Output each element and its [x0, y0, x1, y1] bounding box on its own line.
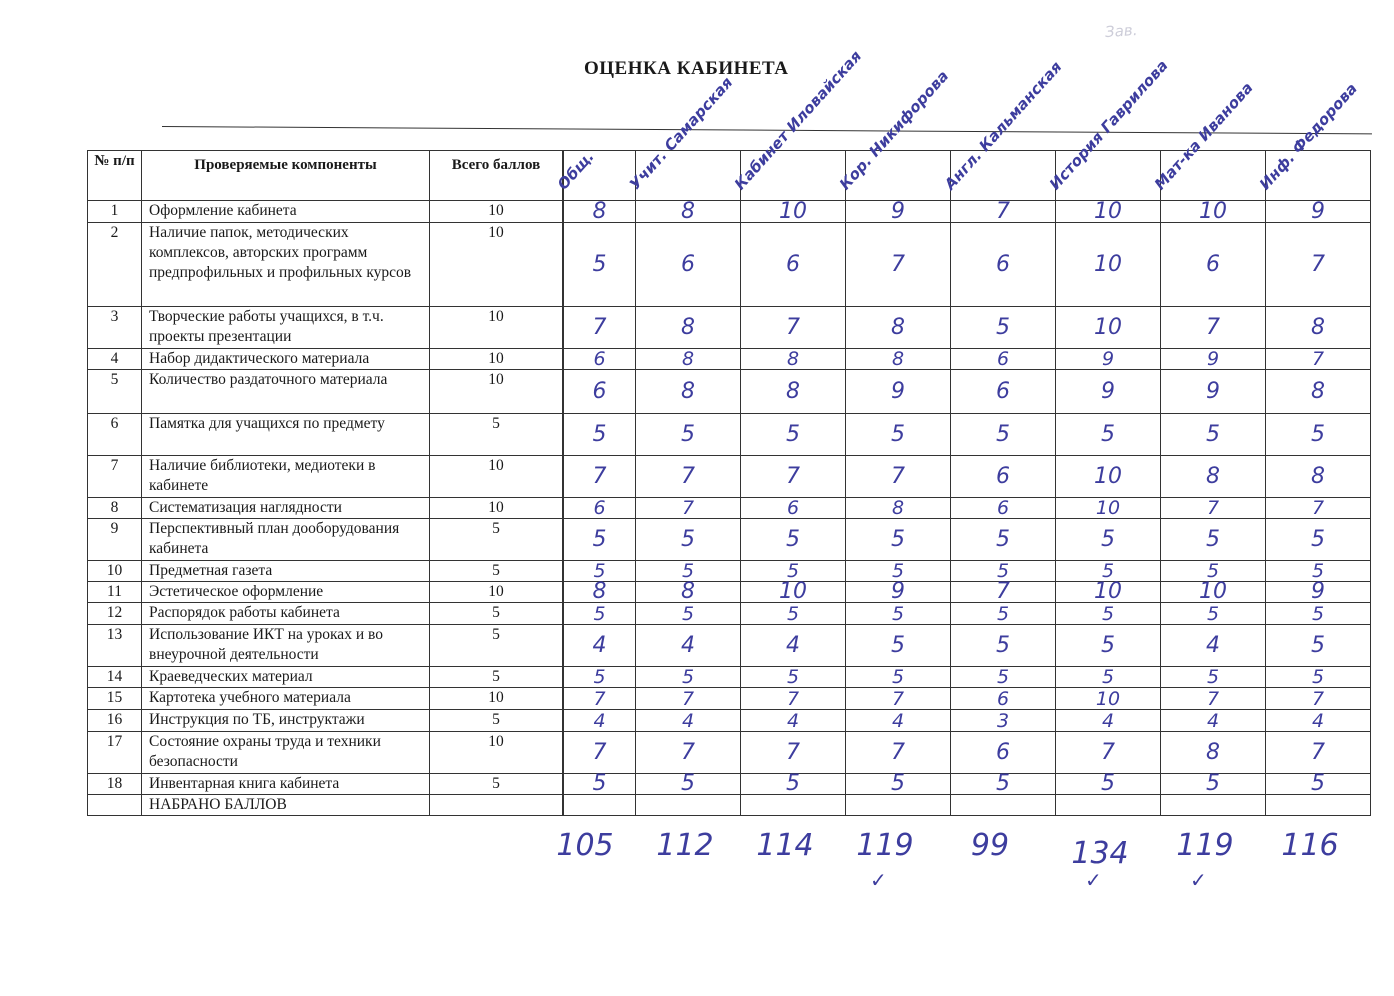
component-name: Набор дидактического материала: [142, 349, 430, 370]
row-number: 18: [88, 774, 142, 795]
handwritten-score: 5: [951, 561, 1056, 582]
table-row: [88, 667, 1371, 688]
handwritten-score: 5: [1266, 414, 1371, 456]
handwritten-score: 4: [564, 710, 636, 732]
table-row: [88, 603, 1371, 625]
handwritten-score: 10: [1161, 201, 1266, 223]
handwritten-score: 7: [1266, 349, 1371, 370]
handwritten-score: 8: [636, 582, 741, 603]
component-name: Краеведческих материал: [142, 667, 430, 688]
inspector-name: Учит. Самарская: [625, 73, 737, 194]
handwritten-score: 5: [564, 667, 636, 688]
handwritten-score: 4: [636, 625, 741, 667]
max-score: 5: [430, 414, 563, 456]
table-row: [88, 561, 1371, 582]
handwritten-score: 6: [951, 688, 1056, 710]
handwritten-score: 5: [1056, 603, 1161, 625]
handwritten-score: 4: [564, 625, 636, 667]
component-name: Оформление кабинета: [142, 201, 430, 223]
handwritten-score: 7: [741, 456, 846, 498]
max-score: 5: [430, 774, 563, 795]
row-number: 14: [88, 667, 142, 688]
summary-label: НАБРАНО БАЛЛОВ: [142, 795, 430, 816]
inspector-header: [730, 47, 866, 201]
handwritten-score: 5: [1266, 774, 1371, 795]
component-name: Количество раздаточного материала: [142, 370, 430, 414]
row-number: 11: [88, 582, 142, 603]
handwritten-score: 8: [1161, 732, 1266, 774]
handwritten-score: 8: [1266, 456, 1371, 498]
handwritten-score: 5: [846, 561, 951, 582]
max-score: 5: [430, 603, 563, 625]
handwritten-score: 5: [846, 603, 951, 625]
handwritten-score: 7: [741, 732, 846, 774]
handwritten-score: 6: [951, 223, 1056, 307]
table-row: [88, 456, 1371, 498]
handwritten-score: 4: [846, 710, 951, 732]
handwritten-score: 4: [636, 710, 741, 732]
handwritten-score: 5: [1161, 603, 1266, 625]
handwritten-score: 5: [951, 519, 1056, 561]
table-row: [88, 307, 1371, 349]
handwritten-score: 5: [1266, 561, 1371, 582]
component-name: Предметная газета: [142, 561, 430, 582]
total-score: 119: [856, 828, 914, 863]
handwritten-score: 9: [1266, 582, 1371, 603]
table-row: [88, 732, 1371, 774]
component-name: Использование ИКТ на уроках и во внеурочной деятельности: [142, 625, 430, 667]
header-component: Проверяемые компоненты: [142, 151, 430, 201]
handwritten-score: 7: [741, 307, 846, 349]
handwritten-score: 5: [951, 307, 1056, 349]
faint-stamp: Зав.: [1104, 20, 1139, 42]
handwritten-score: 8: [1266, 307, 1371, 349]
handwritten-score: 6: [1161, 223, 1266, 307]
page-title: ОЦЕНКА КАБИНЕТА: [584, 58, 789, 79]
summary-cell: [564, 795, 636, 816]
handwritten-score: 9: [846, 201, 951, 223]
handwritten-score: 8: [1266, 370, 1371, 414]
handwritten-score: 4: [1056, 710, 1161, 732]
handwritten-score: 8: [1161, 456, 1266, 498]
row-number: 4: [88, 349, 142, 370]
summary-cell: [1161, 795, 1266, 816]
component-name: Картотека учебного материала: [142, 688, 430, 710]
handwritten-score: 4: [741, 710, 846, 732]
handwritten-score: 7: [1266, 688, 1371, 710]
row-number: 13: [88, 625, 142, 667]
summary-empty-cell: [88, 795, 142, 816]
row-number: 3: [88, 307, 142, 349]
component-name: Наличие библиотеки, медиотеки в кабинете: [142, 456, 430, 498]
handwritten-score: 9: [1056, 349, 1161, 370]
row-number: 10: [88, 561, 142, 582]
handwritten-score: 7: [951, 582, 1056, 603]
handwritten-score: 5: [1266, 667, 1371, 688]
inspector-name: Англ. Кальманская: [940, 57, 1066, 194]
handwritten-score: 10: [741, 582, 846, 603]
summary-cell: [741, 795, 846, 816]
table-row: [88, 414, 1371, 456]
inspector-name: Кабинет Иловайская: [730, 47, 866, 194]
handwritten-score: 5: [1056, 774, 1161, 795]
inspectors-line: [162, 126, 1372, 134]
total-score: 119: [1176, 828, 1234, 863]
handwritten-score: 8: [636, 201, 741, 223]
handwritten-score: 5: [1161, 561, 1266, 582]
handwritten-score: 9: [846, 582, 951, 603]
total-score: 134: [1071, 836, 1129, 871]
handwritten-score: 8: [564, 582, 636, 603]
max-score: 10: [430, 201, 563, 223]
handwritten-score: 4: [1161, 710, 1266, 732]
component-name: Инвентарная книга кабинета: [142, 774, 430, 795]
component-name: Систематизация наглядности: [142, 498, 430, 519]
summary-cell: [1056, 795, 1161, 816]
handwritten-score: 5: [1266, 625, 1371, 667]
max-score: 10: [430, 498, 563, 519]
handwritten-score: 6: [564, 498, 636, 519]
handwritten-score: 5: [564, 519, 636, 561]
handwritten-score: 9: [1056, 370, 1161, 414]
handwritten-score: 7: [1266, 732, 1371, 774]
max-score: 10: [430, 370, 563, 414]
table-row: [88, 774, 1371, 795]
handwritten-score: 5: [636, 519, 741, 561]
max-score: 10: [430, 688, 563, 710]
handwritten-score: 7: [636, 732, 741, 774]
row-number: 9: [88, 519, 142, 561]
handwritten-score: 5: [564, 414, 636, 456]
handwritten-score: 10: [1056, 223, 1161, 307]
check-mark-icon: ✓: [1085, 868, 1102, 892]
total-score: 105: [556, 828, 614, 863]
table-row: [88, 688, 1371, 710]
handwritten-score: 5: [1161, 774, 1266, 795]
total-score: 99: [970, 828, 1010, 863]
handwritten-score: 8: [846, 307, 951, 349]
summary-cell: [636, 795, 741, 816]
table-row: [88, 582, 1371, 603]
table-row: [88, 223, 1371, 307]
table-row: [88, 498, 1371, 519]
handwritten-score: 7: [846, 223, 951, 307]
handwritten-score: 5: [636, 774, 741, 795]
component-name: Творческие работы учащихся, в т.ч. проекты презентации: [142, 307, 430, 349]
handwritten-score: 8: [846, 498, 951, 519]
row-number: 17: [88, 732, 142, 774]
handwritten-score: 5: [1056, 414, 1161, 456]
handwritten-score: 6: [636, 223, 741, 307]
handwritten-score: 7: [846, 688, 951, 710]
handwritten-score: 10: [1056, 582, 1161, 603]
handwritten-score: 9: [1161, 370, 1266, 414]
max-score: 10: [430, 732, 563, 774]
handwritten-score: 5: [846, 625, 951, 667]
component-name: Памятка для учащихся по предмету: [142, 414, 430, 456]
table-row: [88, 710, 1371, 732]
handwritten-score: 5: [741, 414, 846, 456]
table-row: [88, 625, 1371, 667]
table-row: [88, 201, 1371, 223]
handwritten-score: 10: [1056, 498, 1161, 519]
handwritten-score: 6: [951, 732, 1056, 774]
total-score: 114: [756, 828, 814, 863]
handwritten-score: 5: [564, 561, 636, 582]
max-score: 5: [430, 710, 563, 732]
max-score: 10: [430, 349, 563, 370]
handwritten-score: 9: [1266, 201, 1371, 223]
max-score: 10: [430, 223, 563, 307]
handwritten-score: 5: [1056, 625, 1161, 667]
summary-cell: [951, 795, 1056, 816]
handwritten-score: 4: [1266, 710, 1371, 732]
summary-cell: [846, 795, 951, 816]
inspector-name: Кор. Никифорова: [835, 66, 953, 194]
inspector-header: [553, 147, 636, 201]
handwritten-score: 5: [1266, 519, 1371, 561]
handwritten-score: 5: [741, 667, 846, 688]
inspector-header: [940, 57, 1066, 201]
handwritten-score: 5: [846, 667, 951, 688]
handwritten-score: 7: [636, 498, 741, 519]
handwritten-score: 6: [951, 498, 1056, 519]
handwritten-score: 8: [741, 349, 846, 370]
handwritten-score: 10: [1056, 201, 1161, 223]
handwritten-score: 5: [564, 774, 636, 795]
component-name: Состояние охраны труда и техники безопасности: [142, 732, 430, 774]
header-number: № п/п: [88, 151, 142, 201]
inspector-header: [1150, 78, 1266, 201]
handwritten-score: 5: [741, 774, 846, 795]
table-row: [88, 349, 1371, 370]
handwritten-score: 6: [741, 223, 846, 307]
handwritten-score: 7: [1161, 498, 1266, 519]
handwritten-score: 5: [1056, 519, 1161, 561]
handwritten-score: 6: [564, 370, 636, 414]
inspector-name: Общ.: [553, 147, 598, 194]
inspector-name: История Гаврилова: [1045, 56, 1172, 194]
row-number: 12: [88, 603, 142, 625]
table-header-row: [88, 151, 1371, 201]
max-score: 5: [430, 625, 563, 667]
handwritten-score: 5: [636, 414, 741, 456]
row-number: 1: [88, 201, 142, 223]
handwritten-score: 10: [1161, 582, 1266, 603]
header-total: Всего баллов: [430, 151, 563, 201]
handwritten-score: 7: [564, 688, 636, 710]
handwritten-score: 8: [741, 370, 846, 414]
handwritten-score: 5: [741, 561, 846, 582]
check-mark-icon: ✓: [1190, 868, 1207, 892]
handwritten-score: 5: [564, 603, 636, 625]
handwritten-score: 5: [951, 625, 1056, 667]
summary-cell: [1266, 795, 1371, 816]
handwritten-score: 7: [564, 307, 636, 349]
handwritten-score: 8: [846, 349, 951, 370]
handwritten-score: 10: [741, 201, 846, 223]
handwritten-score: 10: [1056, 688, 1161, 710]
handwritten-score: 7: [1056, 732, 1161, 774]
inspector-header: [1045, 56, 1172, 201]
row-number: 15: [88, 688, 142, 710]
handwritten-score: 7: [741, 688, 846, 710]
handwritten-score: 6: [564, 349, 636, 370]
handwritten-score: 5: [564, 223, 636, 307]
score-totals: [0, 828, 1394, 892]
handwritten-score: 7: [636, 456, 741, 498]
handwritten-score: 10: [1056, 456, 1161, 498]
inspector-header: [625, 73, 741, 201]
component-name: Перспективный план дооборудования кабинета: [142, 519, 430, 561]
handwritten-score: 8: [636, 349, 741, 370]
handwritten-score: 7: [1161, 688, 1266, 710]
max-score: 10: [430, 456, 563, 498]
handwritten-score: 9: [1161, 349, 1266, 370]
handwritten-score: 8: [636, 307, 741, 349]
inspector-name: Мат-ка Иванова: [1150, 78, 1257, 194]
table-body: [88, 198, 1371, 816]
handwritten-score: 7: [846, 732, 951, 774]
handwritten-score: 8: [564, 201, 636, 223]
max-score: 5: [430, 519, 563, 561]
handwritten-score: 7: [1266, 223, 1371, 307]
handwritten-score: 5: [1161, 414, 1266, 456]
handwritten-score: 5: [846, 774, 951, 795]
handwritten-score: 7: [1266, 498, 1371, 519]
handwritten-score: 7: [1161, 307, 1266, 349]
handwritten-score: 5: [1056, 667, 1161, 688]
max-score: 5: [430, 667, 563, 688]
handwritten-score: 5: [951, 603, 1056, 625]
handwritten-score: 9: [846, 370, 951, 414]
component-name: Эстетическое оформление: [142, 582, 430, 603]
handwritten-score: 6: [951, 349, 1056, 370]
summary-cell: [430, 795, 563, 816]
check-mark-icon: ✓: [870, 868, 887, 892]
handwritten-score: 4: [1161, 625, 1266, 667]
component-name: Инструкция по ТБ, инструктажи: [142, 710, 430, 732]
total-score: 116: [1281, 828, 1339, 863]
handwritten-score: 5: [846, 414, 951, 456]
handwritten-score: 7: [846, 456, 951, 498]
handwritten-score: 5: [846, 519, 951, 561]
handwritten-score: 5: [1161, 667, 1266, 688]
component-name: Распорядок работы кабинета: [142, 603, 430, 625]
component-name: Наличие папок, методических комплексов, авторских программ предпрофильных и профильных курсов: [142, 223, 430, 307]
row-number: 5: [88, 370, 142, 414]
handwritten-score: 7: [636, 688, 741, 710]
inspector-header: [1255, 79, 1371, 201]
row-number: 16: [88, 710, 142, 732]
handwritten-score: 7: [564, 456, 636, 498]
max-score: 10: [430, 582, 563, 603]
handwritten-score: 5: [741, 603, 846, 625]
handwritten-score: 6: [741, 498, 846, 519]
handwritten-score: 5: [951, 667, 1056, 688]
max-score: 5: [430, 561, 563, 582]
handwritten-score: 3: [951, 710, 1056, 732]
handwritten-score: 5: [951, 774, 1056, 795]
row-number: 6: [88, 414, 142, 456]
handwritten-score: 5: [1056, 561, 1161, 582]
summary-row: [88, 795, 1371, 816]
handwritten-score: 5: [636, 603, 741, 625]
handwritten-score: 5: [1266, 603, 1371, 625]
handwritten-score: 5: [741, 519, 846, 561]
handwritten-score: 5: [1161, 519, 1266, 561]
row-number: 2: [88, 223, 142, 307]
table-row: [88, 519, 1371, 561]
max-score: 10: [430, 307, 563, 349]
handwritten-score: 10: [1056, 307, 1161, 349]
handwritten-score: 5: [636, 667, 741, 688]
handwritten-score: 5: [636, 561, 741, 582]
handwritten-score: 4: [741, 625, 846, 667]
handwritten-score: 5: [951, 414, 1056, 456]
handwritten-score: 7: [951, 201, 1056, 223]
inspector-header: [835, 66, 953, 201]
handwritten-score: 8: [636, 370, 741, 414]
total-score: 112: [656, 828, 714, 863]
handwritten-score: 6: [951, 456, 1056, 498]
row-number: 7: [88, 456, 142, 498]
table-row: [88, 370, 1371, 414]
handwritten-score: 7: [564, 732, 636, 774]
inspector-name: Инф. Федорова: [1255, 79, 1361, 194]
handwritten-score: 6: [951, 370, 1056, 414]
row-number: 8: [88, 498, 142, 519]
